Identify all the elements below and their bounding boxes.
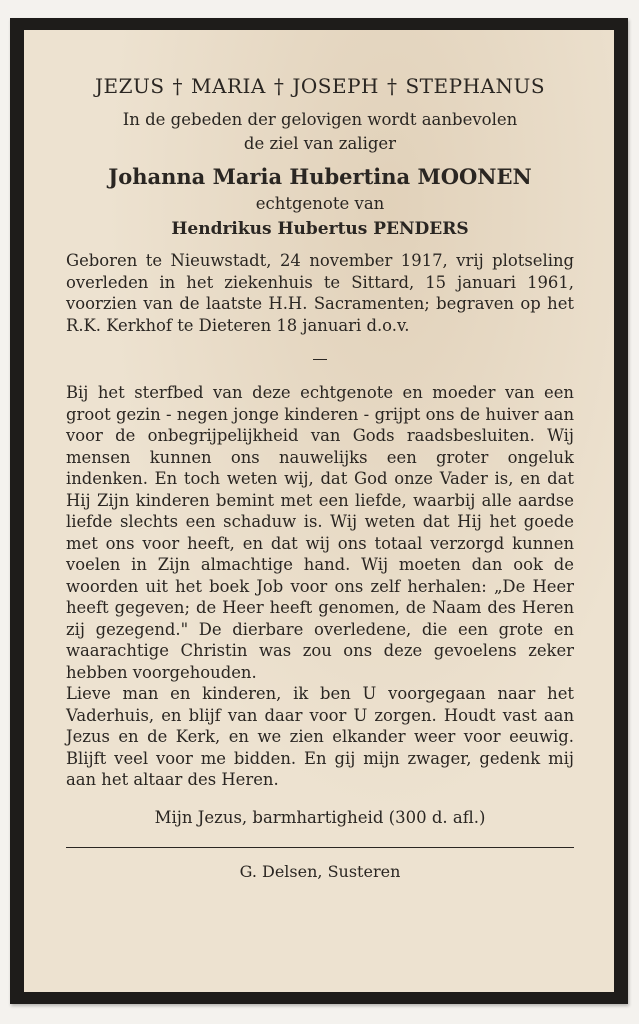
biography-text: Geboren te Nieuwstadt, 24 november 1917, vrij plotseling overleden in het ziekenhuis te Sittard, 15 januari 1961, voorzien van de laatste H.H. Sacramenten; begraven op het R.K. Kerkhof te Dieteren 18 januari d.o.v. (66, 251, 574, 335)
cross-icon: † (172, 74, 184, 98)
meditation-paragraph-1: Bij het sterfbed van deze echtgenote en moeder van een groot gezin - negen jonge kinderen - grijpt ons de huiver aan voor de onbegrijpelijkheid van Gods raadsbesluiten. Wij mensen kunnen ons nauwelijks een groter ongeluk indenken. En toch weten wij, dat God onze Vader is, en dat Hij Zijn kinderen bemint met een liefde, waarbij alle aardse liefde slechts een schaduw is. Wij weten dat Hij het goede met ons voor heeft, en dat wij ons totaal verzorgd kunnen voelen in Zijn almachtige hand. Wij moeten dan ook de woorden uit het boek Job voor ons zelf herhalen: „De Heer heeft gegeven; de Heer heeft genomen, de Naam des Heren zij gezegend." De dierbare overledene, die een grote en waarachtige Christin was zou ons deze gevoelens zeker hebben voorgehouden. (66, 383, 574, 682)
intro-line-2: de ziel van zaliger (243, 134, 397, 153)
footer-rule (66, 847, 574, 848)
cross-icon: † (273, 74, 285, 98)
holy-name-2: MARIA (191, 74, 266, 98)
section-divider (66, 348, 574, 362)
meditation-paragraph-2: Lieve man en kinderen, ik ben U voorgegaan naar het Vaderhuis, en blijf van daar voor U zorgen. Houdt vast aan Jezus en de Kerk, en we zien elkander weer voor eeuwig. Blijft veel voor me bidden. En gij mijn zwager, gedenk mij aan het altaar des Heren. (66, 684, 574, 789)
card-content (66, 74, 574, 882)
printer-credit: G. Delsen, Susteren (239, 861, 401, 881)
intro-line-1: In de gebeden der gelovigen wordt aanbevolen (122, 110, 518, 129)
deceased-name: Johanna Maria Hubertina MOONEN (108, 164, 532, 189)
holy-name-3: JOSEPH (292, 74, 379, 98)
memorial-card (10, 18, 628, 1004)
holy-name-1: JEZUS (94, 74, 165, 98)
holy-names-header (66, 74, 574, 98)
card-paper (24, 30, 614, 992)
holy-name-4: STEPHANUS (405, 74, 546, 98)
spouse-name: Hendrikus Hubertus PENDERS (171, 219, 469, 239)
indulgence-prayer: Mijn Jezus, barmhartigheid (300 d. afl.) (154, 807, 486, 827)
cross-icon: † (386, 74, 398, 98)
relation-label: echtgenote van (255, 194, 385, 213)
